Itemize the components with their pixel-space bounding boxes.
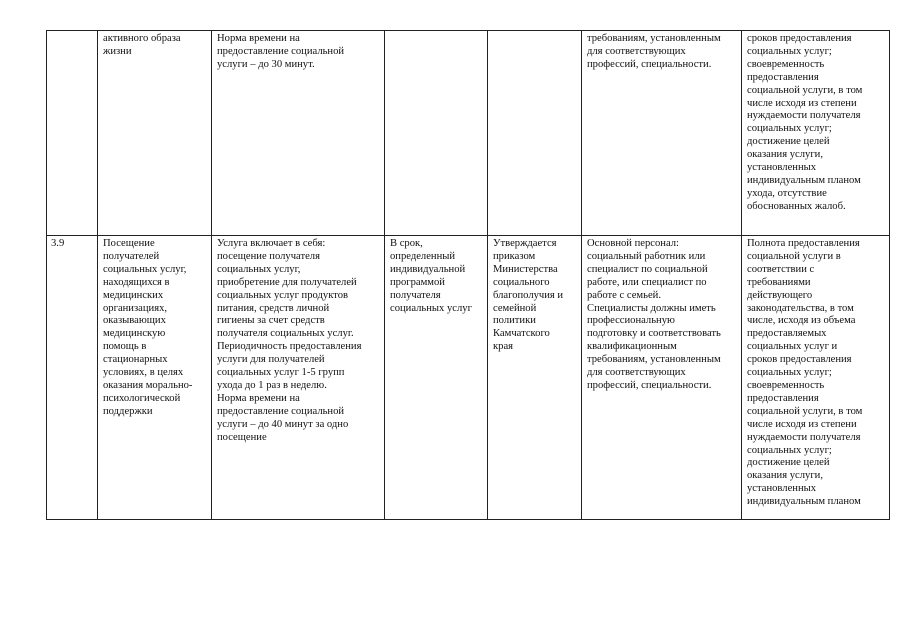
- service-content-cell: [212, 31, 385, 236]
- row-number: 3.9: [51, 238, 65, 249]
- service-quality-cell: [742, 236, 890, 520]
- service-standard-cell: [488, 236, 582, 520]
- service-conditions-cell: [582, 236, 742, 520]
- row-number-cell: [47, 31, 98, 236]
- service-conditions: требованиям, установленным для соответствующих профессий, специальности.: [587, 33, 721, 70]
- service-name-cell: [98, 236, 212, 520]
- service-conditions: Основной персонал: социальный работник или специалист по социальной работе, или специалист по работе с семьей. Специалисты должны иметь профессиональную подготовку и соответствовать квалификационным требованиям, установленным для соответствующих профессий, специальности.: [587, 238, 721, 391]
- row-number-cell: [47, 236, 98, 520]
- service-term-cell: [385, 236, 488, 520]
- service-standard-cell: [488, 31, 582, 236]
- services-table: [46, 30, 890, 520]
- service-quality: Полнота предоставления социальной услуги в соответствии с требованиями действующего законодательства, в том числе, исходя из объема предоставляемых социальных услуг и сроков предоставления социальных услуг; своевременность предоставления социальной услуги, в том числе исходя из степени нуждаемости получателя социальных услуг; достижение целей оказания услуги, установленных индивидуальным планом: [747, 238, 863, 508]
- service-name-cell: [98, 31, 212, 236]
- service-name: Посещение получателей социальных услуг, находящихся в медицинских организациях, оказывающих медицинскую помощь в стационарных условиях, в целях оказания морально- психологической поддержки: [103, 238, 193, 417]
- service-quality: сроков предоставления социальных услуг; своевременность предоставления социальной услуги, в том числе исходя из степени нуждаемости получателя социальных услуг; достижение целей оказания услуги, установленных индивидуальным планом ухода, отсутствие обоснованных жалоб.: [747, 33, 863, 212]
- service-content: Норма времени на предоставление социальной услуги – до 30 минут.: [217, 33, 345, 70]
- service-quality-cell: [742, 31, 890, 236]
- service-conditions-cell: [582, 31, 742, 236]
- service-content: Услуга включает в себя: посещение получателя социальных услуг, приобретение для получателей социальных услуг продуктов питания, средств личной гигиены за счет средств получателя социальных услуг. Периодичность предоставления услуги для получателей социальных услуг 1-5 групп ухода до 1 раз в неделю. Норма времени на предоставление социальной услуги – до 40 минут за одно посещение: [217, 238, 362, 443]
- service-term-cell: [385, 31, 488, 236]
- service-term: В срок, определенный индивидуальной программой получателя социальных услуг: [390, 238, 472, 314]
- table-row: [47, 236, 890, 520]
- service-content-cell: [212, 236, 385, 520]
- service-name: активного образа жизни: [103, 33, 181, 57]
- table-row: [47, 31, 890, 236]
- service-standard: Утверждается приказом Министерства социального благополучия и семейной политики Камчатского края: [493, 238, 564, 353]
